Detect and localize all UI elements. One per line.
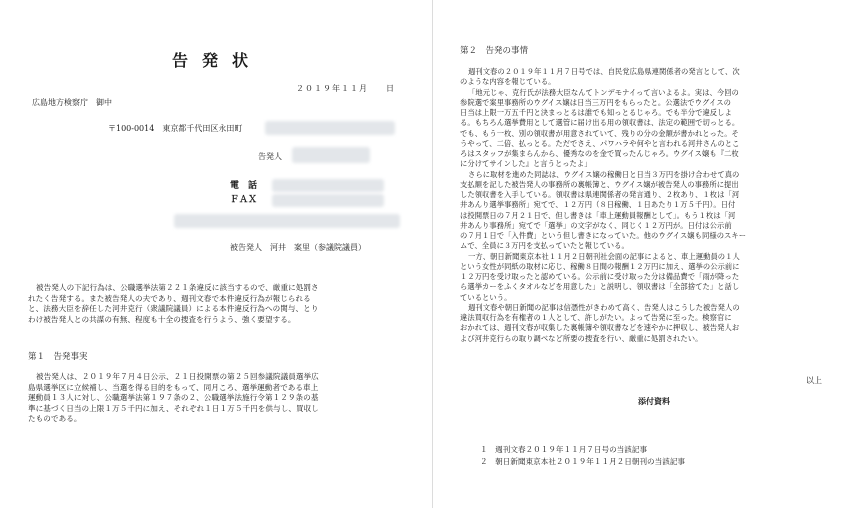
body-line: 「地元じゃ、克行氏が法務大臣なんてトンデモナイって言いよるよ。実は、今回の [468,87,739,97]
redacted-accused-address [174,214,400,228]
attachment-item: １ 週刊文春２０１９年１１月７日号の当該記事 [480,445,648,454]
intro-line: と、法務大臣を辞任した河井克行（衆議院議員）による本件違反行為への関与、とり [28,304,319,314]
section2-body [460,67,824,344]
body-line: ろはスタッフが集まらんから、優秀なのを金で買ったんじゃろ。ウグイス嬢も『二枚 [460,149,739,158]
body-line: のような内容を報じている。 [460,77,556,87]
phone-label: 電 話 [230,181,258,191]
accused-name: 被告発人 河井 案里（参議院議員） [230,243,366,252]
body-line: した領収書を入手している。領収書は県連関係者の発言通り、２枚あり、１枚は「河 [460,190,740,199]
postal-address: 〒100-0014 東京都千代田区永田町 [108,124,243,133]
section2-heading: 第２ 告発の事情 [460,46,529,56]
body-line: る。もちろん選挙費用として選管に届け出る用の領収書は、法定の範囲で切っとる。 [460,118,740,128]
redacted-address [265,121,395,135]
body-line: に分けてサインした』と言うとったよ」 [460,159,592,169]
body-line: １２万円を受け取ったと認めている。公示前に受け取った分は備品費で「雨が降った [460,272,740,281]
page-divider [432,0,433,508]
attachment-item: ２ 朝日新聞東京本社２０１９年１１月２日朝刊の当該記事 [480,457,686,466]
addressee: 広島地方検察庁 御中 [32,98,112,107]
intro-line: 被告発人の下記行為は、公職選挙法第２２１条違反に該当するので、厳重に処罰さ [36,283,319,292]
body-line: は投開票日の７月２１日で、但し書きは「車上運動員報酬として」。もう１枚は「河 [460,210,736,220]
body-line: おかれては、週刊文春が収集した裏帳簿や領収書などを速やかに押収し、被告発人お [460,323,740,333]
document-date: ２０１９年１１月 日 [296,84,395,93]
body-line: でも、もう一枚、別の領収書が用意されていて、残りの分の金額が書かれとった。そ [460,128,739,138]
intro-paragraph [28,283,414,325]
body-line: の７月１日で「入件費」という但し書きになっていた。他のウグイス嬢も同様のスキー [460,231,747,240]
intro-line: れたく告発する。また被告発人の夫であり、週刊文春で本件違反行為が報じられる [28,293,311,303]
section1-paragraph [28,372,414,425]
body-line: 井あんり事務所」宛てで「選挙」の文字がなく、同じく１２万円が。日付は公示前 [460,220,732,230]
body-line: ら選挙カーをふくタオルなどを用意した」と説明し、領収書は「全部捨てた」と話し [460,282,740,292]
section1-line: たものである。 [28,414,82,424]
body-line: 週刊文春や朝日新聞の記事は信憑性がきわめて高く、告発人はこうした被告発人の [468,302,740,312]
redacted-accuser [292,147,370,163]
body-line: 参院選で案里事務所のウグイス嬢は日当三万円をもらったと。公選法でウグイスの [460,97,731,107]
body-line: よび河井克行らの取り調べなど所要の捜査を行い、厳重に処罰されたい。 [460,333,703,343]
section1-line: 島県選挙区に立候補し、当選を得る目的をもって、同月ころ、選挙運動者である車上 [28,382,319,392]
attachments-heading: 添付資料 [638,396,670,406]
body-line: 週刊文春の２０１９年１１月７日号では、自民党広島県連関係者の発言として、次 [468,67,740,76]
section1-line: 準に基づく日当の上限１万５千円に加え、それぞれ１日１万５千円を供与し、買収し [28,403,319,413]
body-line: ムで、全員に３万円を支払っていたと報じている。 [460,241,629,251]
body-line: 井あんり選挙事務所」宛てで、１２万円（８日稼働、１日あたり１万５千円）。日付 [460,200,736,210]
section1-heading: 第１ 告発事実 [28,352,88,362]
section1-line: 被告発人は、２０１９年７月４日公示、２１日投開票の第２５回参議院議員選挙広 [36,372,319,381]
body-line: うやって、二倍、払っとる。ただでさえ、パワハラや何やと言われる河井さんのとこ [460,138,740,148]
body-line: 違法買収行為を有権者の１人として、許しがたい。よって告発に至った。検察官に [460,313,732,322]
redacted-phone [272,179,384,192]
body-line: 日当は上限一万五千円と決まっとるは誰でも知っとるじゃろ。でも半分で違反しよ [460,108,732,117]
right-page [436,0,846,508]
body-line: という女性が同紙の取材に応じ、稼働８日間の報酬１２万円に加え、選挙の公示前に [460,261,740,271]
closing-text: 以上 [806,376,822,385]
accuser-label: 告発人 [258,152,282,161]
body-line: 支払額を記した被告発人の事務所の裏帳簿と、ウグイス嬢が被告発人の事務所に提出 [460,179,739,189]
body-line: 一方、朝日新聞東京本社１１月２日朝刊社会面の記事によると、車上運動員の１人 [468,251,740,261]
body-line: さらに取材を進めた同誌は、ウグイス嬢の稼働日と日当３万円を掛け合わせて真の [468,169,740,179]
section1-line: 運動員１３人に対し、公職選挙法第１９７条の２、公職選挙法施行令第１２９条の基 [28,393,319,403]
intro-line: わけ被告発人との共謀の有無、程度も十全の捜査を行うよう、強く要望する。 [28,314,296,324]
redacted-fax [272,194,384,207]
body-line: ているという。 [460,292,512,302]
document-title: 告発状 [172,51,263,70]
fax-label: ＦＡＸ [230,195,258,205]
